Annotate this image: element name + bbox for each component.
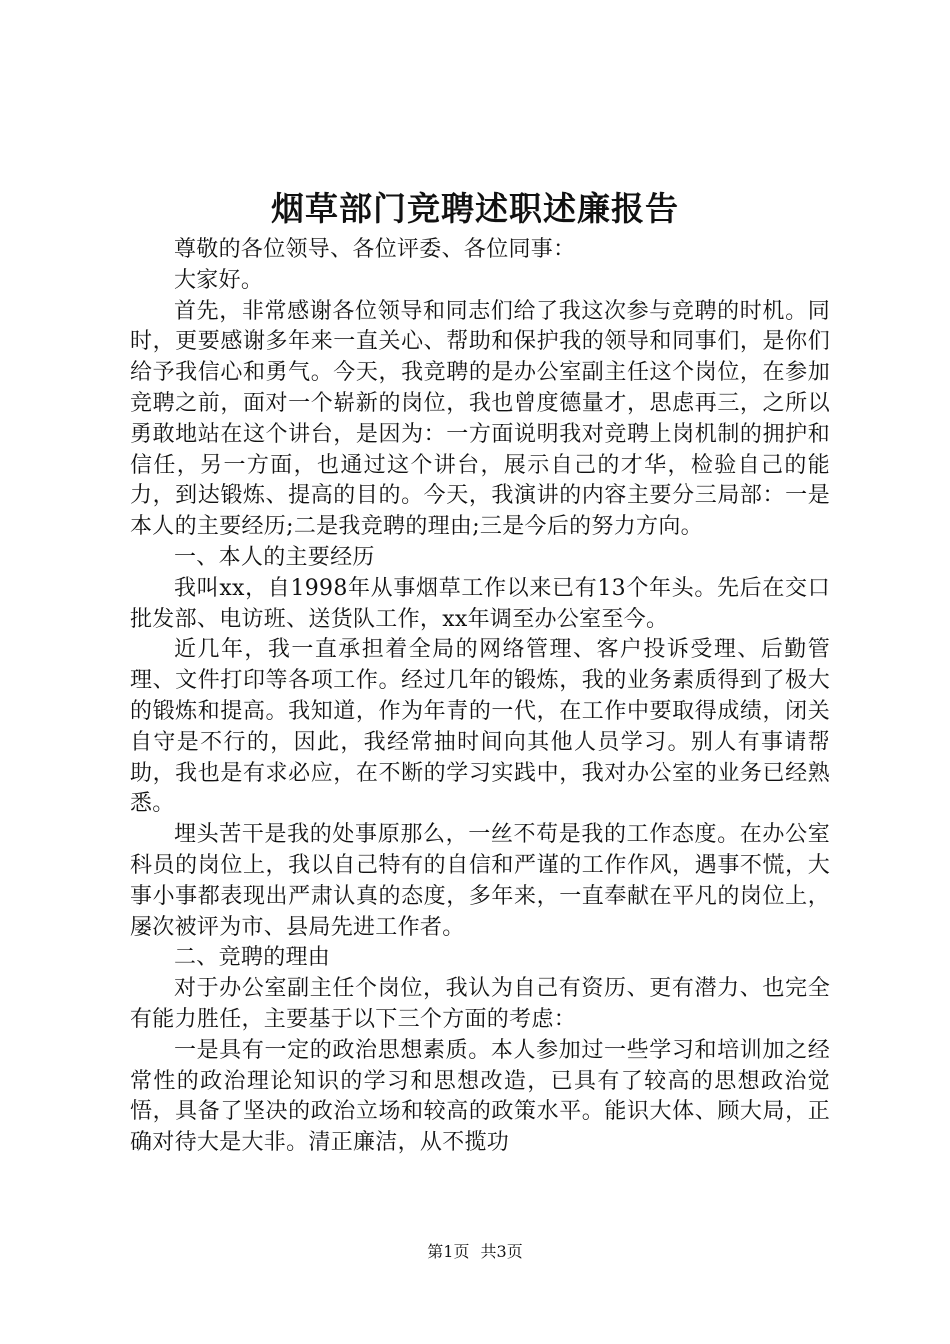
page-footer	[0, 1240, 950, 1264]
page-number: 第1页	[427, 1242, 470, 1261]
paragraph-experience-1: 我叫xx，自1998年从事烟草工作以来已有13个年头。先后在交口批发部、电访班、送货队工作，xx年调至办公室至今。	[130, 575, 830, 632]
paragraph-reason-1: 一是具有一定的政治思想素质。本人参加过一些学习和培训加之经常性的政治理论知识的学习和思想改造，已具有了较高的思想政治觉悟，具备了坚决的政治立场和较高的政策水平。能识大体、顾大局，正确对待大是大非。清正廉洁，从不揽功	[130, 1037, 830, 1156]
paragraph-experience-2: 近几年，我一直承担着全局的网络管理、客户投诉受理、后勤管理、文件打印等各项工作。经过几年的锻炼，我的业务素质得到了极大的锻炼和提高。我知道，作为年青的一代，在工作中要取得成绩，闭关自守是不行的，因此，我经常抽时间向其他人员学习。别人有事请帮助，我也是有求必应，在不断的学习实践中，我对办公室的业务已经熟悉。	[130, 637, 830, 817]
paragraph-reasons-intro: 对于办公室副主任个岗位，我认为自己有资历、更有潜力、也完全有能力胜任，主要基于以下三个方面的考虑：	[130, 976, 830, 1032]
section-heading-reasons: 二、竞聘的理由	[174, 945, 331, 971]
paragraph-experience-3: 埋头苦干是我的处事原那么，一丝不苟是我的工作态度。在办公室科员的岗位上，我以自己特有的自信和严谨的工作作风，遇事不慌，大事小事都表现出严肃认真的态度，多年来，一直奉献在平凡的岗位上，屡次被评为市、县局先进工作者。	[130, 822, 830, 940]
paragraph-greeting: 大家好。	[174, 267, 264, 293]
document-body	[130, 235, 830, 1159]
paragraph-salutation: 尊敬的各位领导、各位评委、各位同事：	[174, 237, 576, 262]
paragraph-introduction: 首先，非常感谢各位领导和同志们给了我这次参与竞聘的时机。同时，更要感谢多年来一直关心、帮助和保护我的领导和同事们，是你们给予我信心和勇气。今天，我竞聘的是办公室副主任这个岗位，在参加竞聘之前，面对一个崭新的岗位，我也曾度德量才，思虑再三，之所以勇敢地站在这个讲台，是因为：一方面说明我对竞聘上岗机制的拥护和信任，另一方面，也通过这个讲台，展示自己的才华，检验自己的能力，到达锻炼、提高的目的。今天，我演讲的内容主要分三局部：一是本人的主要经历;二是我竞聘的理由;三是今后的努力方向。	[130, 298, 830, 540]
page-total: 共3页	[480, 1242, 523, 1261]
section-heading-experience: 一、本人的主要经历	[174, 544, 375, 570]
document-title: 烟草部门竞聘述职述廉报告	[271, 189, 679, 228]
